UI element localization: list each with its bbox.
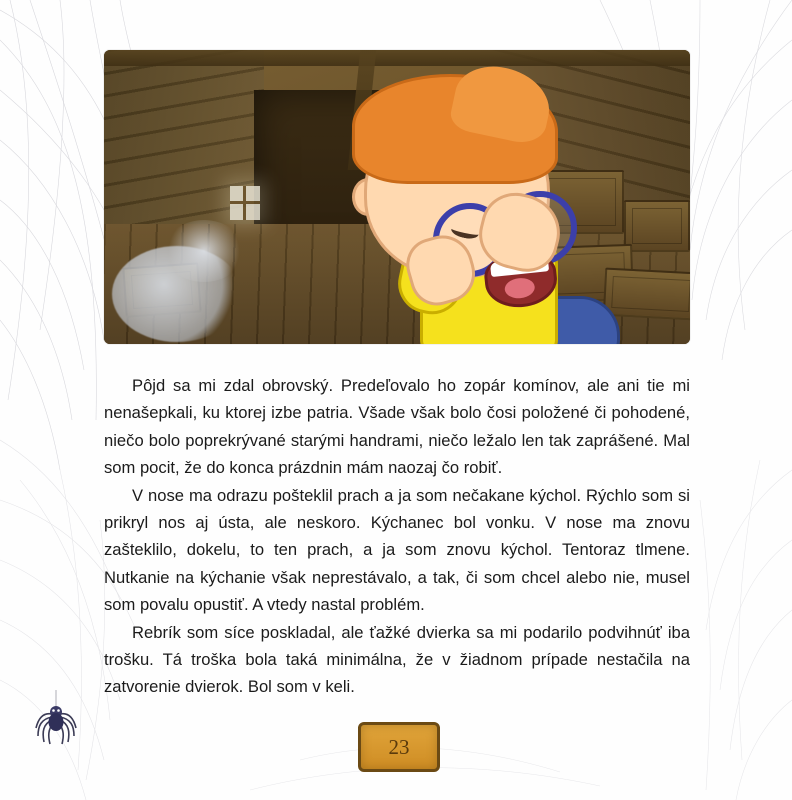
attic-window-icon (230, 186, 260, 220)
chapter-illustration (104, 50, 690, 344)
attic-beam-top (104, 50, 690, 66)
spider-icon (32, 690, 80, 746)
page-number-plate (358, 722, 440, 772)
paragraph-1: Pôjd sa mi zdal obrovský. Predeľovalo ho zopár komínov, ale ani tie mi nenašepkali, ku ktorej izbe patria. Všade však bolo čosi položené či pohodené, niečo bolo poprekrývané starými handrami, niečo ležalo len tak zaprášené. Mal som pocit, že do konca prázdnin mám naozaj čo robiť. (104, 376, 690, 478)
dust-cloud-small (164, 220, 244, 282)
story-text (104, 372, 690, 701)
page-number-label: 23 (388, 734, 410, 759)
paragraph-3: Rebrík som síce poskladal, ale ťažké dvierka sa mi podarilo podvihnúť iba trošku. Tá troška bola taká minimálna, že v žiadnom prípade nestačila na zatvorenie dvierok. Bol som v keli. (104, 622, 690, 697)
boy-tongue (504, 277, 536, 300)
paragraph-2: V nose ma odrazu pošteklil prach a ja som nečakane kýchol. Rýchlo som si prikryl nos aj ústa, ale neskoro. Kýchanec bol vonku. V nose ma znovu zašteklilo, dokelu, to ten prach, a ja som znovu kýchol. Tentoraz tlmene. Nutkanie na kýchanie však neprestávalo, a tak, či som chcel alebo nie, musel som povalu opustiť. A vtedy nastal problém. (104, 485, 690, 615)
boy-character (304, 68, 644, 344)
